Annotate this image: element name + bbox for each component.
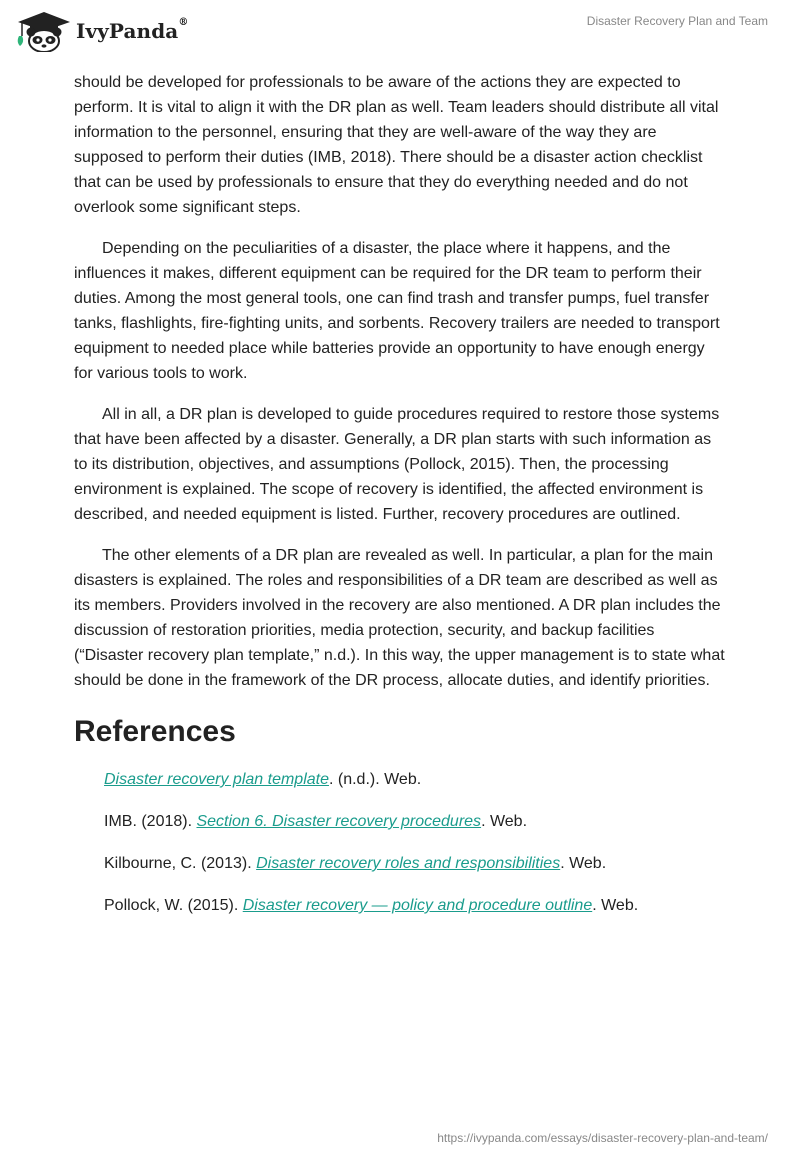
footer-url[interactable]: https://ivypanda.com/essays/disaster-recovery-plan-and-team/ (437, 1131, 768, 1145)
reference-item: Kilbourne, C. (2013). Disaster recovery roles and responsibilities. Web. (104, 855, 607, 872)
references-heading: References (74, 715, 236, 748)
reference-link[interactable]: Disaster recovery roles and responsibilities (256, 855, 561, 872)
panda-graduate-icon (14, 10, 72, 52)
ivypanda-logo[interactable] (14, 10, 188, 52)
reference-item: Pollock, W. (2015). Disaster recovery — policy and procedure outline. Web. (104, 897, 639, 914)
paragraph-4: The other elements of a DR plan are revealed as well. In particular, a plan for the main disasters is explained. The roles and responsibilities of a DR team are described as well as its members. Providers involved in the recovery are also mentioned. A DR plan includes the discussion of restoration priorities, media protection, security, and backup facilities (“Disaster recovery plan template,” n.d.). In this way, the upper management is to state what should be done in the framework of the DR process, allocate duties, and identify priorities. (74, 547, 725, 689)
reference-link[interactable]: Section 6. Disaster recovery procedures (196, 813, 482, 830)
paragraph-2: Depending on the peculiarities of a disaster, the place where it happens, and the influences it makes, different equipment can be required for the DR team to perform their duties. Among the most general tools, one can find trash and transfer pumps, fuel transfer tanks, flashlights, fire-fighting units, and sorbents. Recovery trailers are needed to transport equipment to needed place while batteries provide an opportunity to have enough energy for various tools to work. (74, 240, 720, 382)
paragraph-3: All in all, a DR plan is developed to guide procedures required to restore those systems that have been affected by a disaster. Generally, a DR plan starts with such information as to its distribution, objectives, and assumptions (Pollock, 2015). Then, the processing environment is explained. The scope of recovery is identified, the affected environment is described, and needed equipment is listed. Further, recovery procedures are outlined. (74, 406, 720, 523)
reference-item: Disaster recovery plan template. (n.d.). Web. (104, 771, 422, 788)
paragraph-1: should be developed for professionals to be aware of the actions they are expected to perform. It is vital to align it with the DR plan as well. Team leaders should distribute all vital information to the personnel, ensuring that they are well-aware of the way they are supposed to perform their duties (IMB, 2018). There should be a disaster action checklist that can be used by professionals to ensure that they do everything needed and do not overlook some significant steps. (74, 74, 719, 216)
document-title: Disaster Recovery Plan and Team (586, 14, 768, 28)
essay-body (74, 70, 726, 935)
reference-link[interactable]: Disaster recovery plan template (104, 771, 329, 788)
reference-link[interactable]: Disaster recovery — policy and procedure outline (242, 897, 593, 914)
brand-name: IvyPanda® (76, 17, 189, 43)
references-list (74, 767, 726, 918)
reference-item: IMB. (2018). Section 6. Disaster recovery procedures. Web. (104, 813, 528, 830)
page-header (0, 0, 800, 70)
